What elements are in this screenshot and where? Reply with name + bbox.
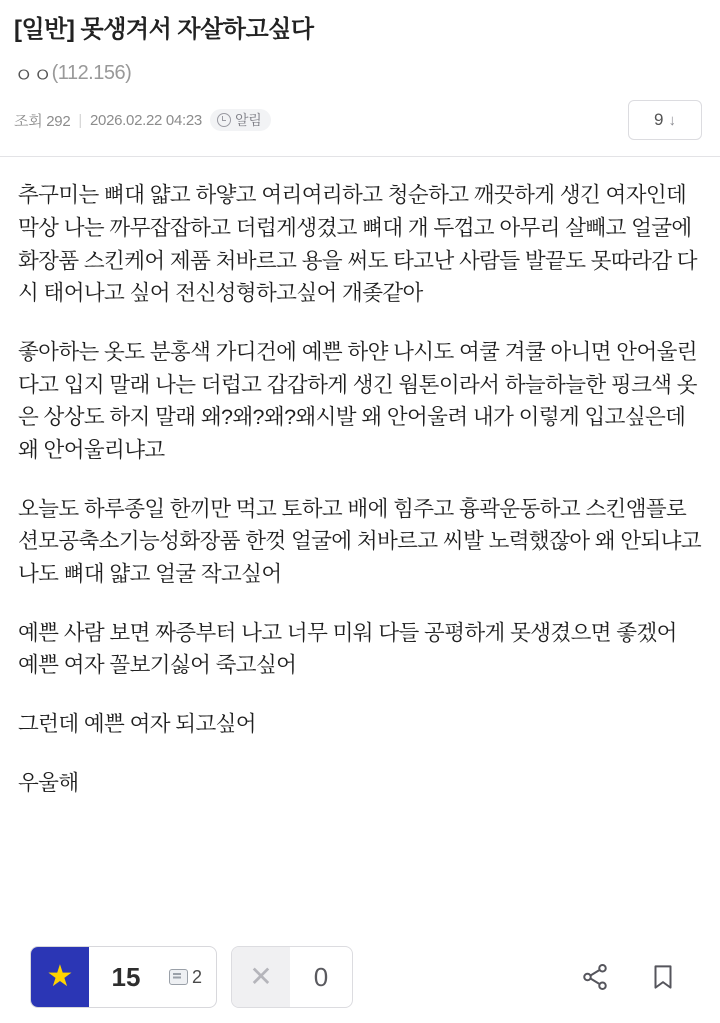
post-paragraph: 추구미는 뼈대 얇고 하얗고 여리여리하고 청순하고 깨끗하게 생긴 여자인데 막상 나는 까무잡잡하고 더럽게생겼고 뼈대 개 두껍고 아무리 살빼고 얼굴에 화장품 스킨케어 제품 처바르고 용을 써도 타고난 사람들 발끝도 못따라감 다시 태어나고 싶어 전신성형하고싶어 개좆같아 [18,183,697,306]
post-date: 2026.02.22 04:23 [89,111,202,129]
downvote-group[interactable] [231,946,353,1008]
upvote-comment-count: 2 [192,966,203,987]
post-meta-row [14,100,706,140]
post-paragraph: 예쁜 사람 보면 짜증부터 나고 너무 미워 다들 공평하게 못생겼으면 좋겠어 예쁜 여자 꼴보기싫어 죽고싶어 [18,620,683,678]
author-ip: (112.156) [51,62,132,85]
action-bar [0,931,720,1023]
bookmark-button[interactable] [636,947,690,1007]
page-title: [일반] 못생겨서 자살하고싶다 [14,16,314,43]
author-nickname[interactable]: ㅇㅇ [14,65,52,88]
chevron-down-icon: ↓ [668,111,676,129]
bookmark-icon [648,962,678,992]
author-row [14,59,706,88]
downvote-count: 0 [313,961,329,992]
post-paragraph: 오늘도 하루종일 한끼만 먹고 토하고 배에 힘주고 흉곽운동하고 스킨앰플로션모공축소기능성화장품 한껏 얼굴에 처바르고 씨발 노력했잖아 왜 안되냐고 나도 뼈대 얇고 얼굴 작고싶어 [18,496,707,586]
meta-divider: | [78,111,82,129]
post-paragraph: 좋아하는 옷도 분홍색 가디건에 예쁜 하얀 나시도 여쿨 겨쿨 아니면 안어울린다고 입지 말래 나는 더럽고 갑갑하게 생긴 웜톤이라서 하늘하늘한 핑크색 옷은 상상도 하지 말래 왜?왜?왜?왜시발 왜 안어울려 내가 이렇게 입고싶은데 왜 안어울리냐고 [18,339,697,462]
upvote-button[interactable] [31,947,89,1007]
upvote-group[interactable] [30,946,217,1008]
post-paragraph: 우울해 [18,770,79,795]
view-count: 조회 292 [14,112,71,130]
share-icon [580,962,610,992]
star-icon: ★ [46,960,74,993]
comment-count-value: 9 [654,110,664,130]
alarm-label: 알림 [234,112,262,129]
post-body [0,157,720,809]
upvote-count: 15 [111,961,141,992]
post-meta-left [14,109,271,131]
alarm-button[interactable] [210,109,271,131]
upvote-comment-group[interactable] [163,967,216,988]
post-header [0,0,720,140]
share-button[interactable] [568,947,622,1007]
bell-icon [217,113,231,127]
comment-box-icon [169,969,188,985]
x-icon[interactable]: ✕ [232,947,290,1007]
comment-count-button[interactable] [628,100,702,140]
post-paragraph: 그런데 예쁜 여자 되고싶어 [18,711,256,736]
